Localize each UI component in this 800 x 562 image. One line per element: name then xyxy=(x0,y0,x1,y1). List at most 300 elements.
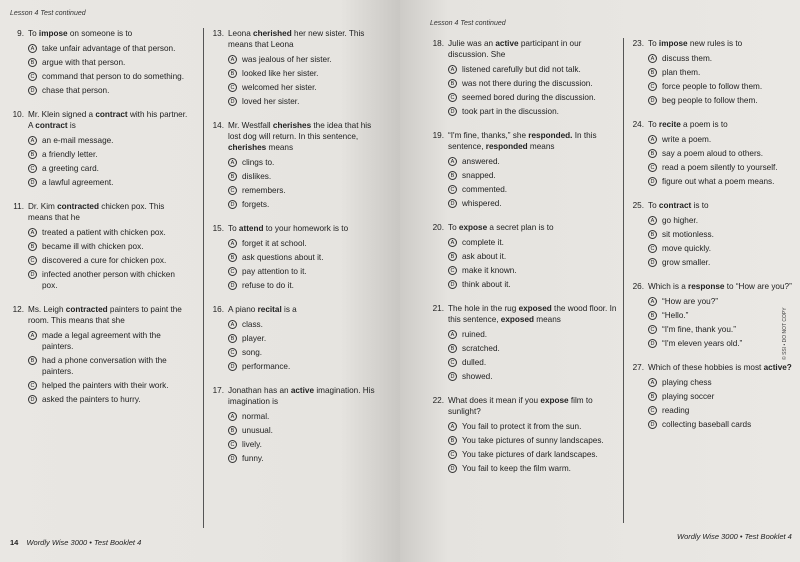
answer-text: think about it. xyxy=(462,280,511,289)
answer-bubble[interactable]: B xyxy=(648,392,657,401)
answer-text: make it known. xyxy=(462,266,517,275)
answer-bubble[interactable]: A xyxy=(228,158,237,167)
answer-bubble[interactable]: A xyxy=(648,54,657,63)
answer-text: an e-mail message. xyxy=(42,136,114,145)
answer-option[interactable] xyxy=(648,53,799,64)
answer-bubble[interactable]: B xyxy=(28,242,37,251)
answer-option[interactable] xyxy=(28,241,190,252)
answer-bubble[interactable]: D xyxy=(448,464,457,473)
footer-title: Wordly Wise 3000 • Test Booklet 4 xyxy=(26,538,142,547)
stem-segment: on someone is to xyxy=(67,29,133,38)
answer-text: normal. xyxy=(242,412,270,421)
answer-bubble[interactable]: D xyxy=(648,339,657,348)
answer-option[interactable] xyxy=(448,449,620,460)
answer-option[interactable] xyxy=(648,419,799,430)
answer-text: player. xyxy=(242,334,267,343)
answer-bubble[interactable]: B xyxy=(448,171,457,180)
question-stem xyxy=(630,38,799,49)
answer-option[interactable] xyxy=(448,106,620,117)
answer-option[interactable] xyxy=(648,377,799,388)
stem-segment: “I'm fine, thanks,” she xyxy=(448,131,529,140)
page-footer xyxy=(10,538,141,547)
vocab-word: exposed xyxy=(500,315,535,324)
answer-option[interactable] xyxy=(648,81,799,92)
question-number: 13. xyxy=(212,29,224,38)
question-stem xyxy=(430,222,620,233)
question-text xyxy=(228,120,384,153)
answer-bubble[interactable]: D xyxy=(28,395,37,404)
left-column-a xyxy=(10,28,190,418)
answer-bubble[interactable]: C xyxy=(448,93,457,102)
answer-bubble[interactable]: A xyxy=(448,330,457,339)
vocab-word: cherishes xyxy=(228,143,267,152)
answer-text: lively. xyxy=(242,440,262,449)
answer-option[interactable] xyxy=(228,54,384,65)
question-stem xyxy=(210,304,384,315)
answer-options xyxy=(28,43,190,96)
answer-text: infected another person with chicken pox. xyxy=(42,270,175,290)
answer-bubble[interactable]: D xyxy=(448,280,457,289)
answer-text: seemed bored during the discussion. xyxy=(462,93,596,102)
answer-option[interactable] xyxy=(228,347,384,358)
question xyxy=(10,28,190,96)
answer-bubble[interactable]: C xyxy=(28,256,37,265)
stem-segment: What does it mean if you xyxy=(448,396,541,405)
answer-options xyxy=(228,319,384,372)
answer-text: asked the painters to hurry. xyxy=(42,395,141,404)
answer-bubble[interactable]: A xyxy=(28,136,37,145)
answer-bubble[interactable]: C xyxy=(648,406,657,415)
stem-segment: to your homework is to xyxy=(263,224,349,233)
answer-bubble[interactable]: A xyxy=(648,378,657,387)
question-number: 24. xyxy=(632,120,644,129)
answer-text: loved her sister. xyxy=(242,97,300,106)
answer-bubble[interactable]: B xyxy=(448,252,457,261)
question-text xyxy=(648,38,799,49)
answer-option[interactable] xyxy=(228,361,384,372)
answer-text: You fail to protect it from the sun. xyxy=(462,422,582,431)
answer-option[interactable] xyxy=(448,78,620,89)
answer-bubble[interactable]: A xyxy=(448,65,457,74)
vocab-word: impose xyxy=(658,39,688,48)
answer-text: You take pictures of dark landscapes. xyxy=(462,450,598,459)
question xyxy=(204,28,384,107)
answer-option[interactable] xyxy=(648,176,799,187)
question-text xyxy=(648,200,799,211)
answer-options xyxy=(228,157,384,210)
answer-option[interactable] xyxy=(448,279,620,290)
answer-bubble[interactable]: C xyxy=(448,358,457,367)
stem-segment: film to sunlight? xyxy=(448,396,593,416)
stem-segment: chicken pox. This means that he xyxy=(28,202,165,222)
answer-option[interactable] xyxy=(28,43,190,54)
answer-bubble[interactable]: B xyxy=(648,230,657,239)
answer-option[interactable] xyxy=(228,439,384,450)
answer-option[interactable] xyxy=(648,324,799,335)
question-text xyxy=(28,304,190,326)
stem-segment: means xyxy=(534,315,561,324)
answer-text: “How are you?” xyxy=(662,297,718,306)
question-text xyxy=(448,38,620,60)
question xyxy=(204,304,384,372)
answer-text: treated a patient with chicken pox. xyxy=(42,228,166,237)
stem-segment: To xyxy=(648,201,659,210)
answer-bubble[interactable]: B xyxy=(448,436,457,445)
answer-bubble[interactable]: D xyxy=(28,86,37,95)
answer-option[interactable] xyxy=(648,95,799,106)
answer-text: discovered a cure for chicken pox. xyxy=(42,256,167,265)
stem-segment: a poem is to xyxy=(680,120,728,129)
answer-bubble[interactable]: B xyxy=(648,149,657,158)
question-stem xyxy=(430,303,620,325)
question xyxy=(624,362,799,430)
answer-options xyxy=(228,238,384,291)
answer-bubble[interactable]: A xyxy=(448,157,457,166)
answer-bubble[interactable]: D xyxy=(28,178,37,187)
question xyxy=(10,201,190,291)
answer-options xyxy=(648,53,799,106)
answer-option[interactable] xyxy=(648,134,799,145)
answer-option[interactable] xyxy=(228,171,384,182)
answer-bubble[interactable]: B xyxy=(28,356,37,365)
answer-bubble[interactable]: B xyxy=(28,150,37,159)
question-stem xyxy=(630,119,799,130)
answer-option[interactable] xyxy=(448,237,620,248)
answer-text: reading xyxy=(662,406,690,415)
answer-text: clings to. xyxy=(242,158,275,167)
answer-option[interactable] xyxy=(228,280,384,291)
question xyxy=(204,385,384,464)
answer-bubble[interactable]: A xyxy=(28,44,37,53)
answer-bubble[interactable]: B xyxy=(228,69,237,78)
answer-option[interactable] xyxy=(28,255,190,266)
answer-text: class. xyxy=(242,320,263,329)
stem-segment: A piano xyxy=(228,305,258,314)
answer-bubble[interactable]: C xyxy=(28,381,37,390)
answer-option[interactable] xyxy=(28,227,190,238)
answer-option[interactable] xyxy=(28,85,190,96)
answer-option[interactable] xyxy=(28,71,190,82)
answer-bubble[interactable]: B xyxy=(448,344,457,353)
answer-option[interactable] xyxy=(448,170,620,181)
answer-bubble[interactable]: A xyxy=(228,412,237,421)
stem-segment: her new sister. This means that Leona xyxy=(228,29,365,49)
vocab-word: response xyxy=(688,282,725,291)
answer-option[interactable] xyxy=(228,157,384,168)
answer-option[interactable] xyxy=(228,82,384,93)
question-stem xyxy=(630,362,799,373)
answer-bubble[interactable]: A xyxy=(28,331,37,340)
answer-bubble[interactable]: C xyxy=(228,83,237,92)
stem-segment: To xyxy=(228,224,239,233)
answer-bubble[interactable]: D xyxy=(448,107,457,116)
answer-option[interactable] xyxy=(448,435,620,446)
answer-options xyxy=(448,421,620,474)
answer-option[interactable] xyxy=(228,425,384,436)
stem-segment: to “How are you?” xyxy=(724,282,792,291)
question-text xyxy=(228,223,384,234)
question-number: 21. xyxy=(432,304,444,313)
answer-option[interactable] xyxy=(448,184,620,195)
answer-bubble[interactable]: A xyxy=(648,135,657,144)
answer-option[interactable] xyxy=(28,394,190,405)
stem-segment: a secret plan is to xyxy=(487,223,554,232)
answer-text: took part in the discussion. xyxy=(462,107,559,116)
answer-text: made a legal agreement with the painters. xyxy=(42,331,161,351)
vocab-word: responded xyxy=(485,142,528,151)
answer-text: plan them. xyxy=(662,68,701,77)
answer-option[interactable] xyxy=(28,269,190,291)
question-text xyxy=(28,109,190,131)
answer-text: snapped. xyxy=(462,171,496,180)
answer-option[interactable] xyxy=(648,243,799,254)
question-stem xyxy=(10,201,190,223)
answer-option[interactable] xyxy=(648,162,799,173)
answer-text: argue with that person. xyxy=(42,58,126,67)
answer-bubble[interactable]: A xyxy=(228,320,237,329)
answer-bubble[interactable]: D xyxy=(648,420,657,429)
question-text xyxy=(228,28,384,50)
vocab-word: responded. xyxy=(528,131,573,140)
answer-text: collecting baseball cards xyxy=(662,420,752,429)
answer-option[interactable] xyxy=(28,163,190,174)
answer-bubble[interactable]: D xyxy=(448,372,457,381)
question-text xyxy=(28,201,190,223)
question-text xyxy=(228,304,384,315)
answer-text: scratched. xyxy=(462,344,500,353)
answer-text: ask questions about it. xyxy=(242,253,324,262)
answer-options xyxy=(648,215,799,268)
answer-bubble[interactable]: B xyxy=(448,79,457,88)
answer-bubble[interactable]: B xyxy=(28,58,37,67)
answer-bubble[interactable]: B xyxy=(228,172,237,181)
answer-option[interactable] xyxy=(28,149,190,160)
answer-text: song. xyxy=(242,348,263,357)
answer-option[interactable] xyxy=(448,329,620,340)
answer-bubble[interactable]: C xyxy=(448,266,457,275)
answer-option[interactable] xyxy=(28,330,190,352)
answer-bubble[interactable]: D xyxy=(648,177,657,186)
vocab-word: attend xyxy=(238,224,264,233)
answer-bubble[interactable]: C xyxy=(228,348,237,357)
answer-text: became ill with chicken pox. xyxy=(42,242,144,251)
vocab-word: active xyxy=(290,386,315,395)
answer-text: go higher. xyxy=(662,216,698,225)
answer-option[interactable] xyxy=(448,251,620,262)
answer-option[interactable] xyxy=(648,148,799,159)
answer-option[interactable] xyxy=(448,92,620,103)
answer-option[interactable] xyxy=(448,421,620,432)
answer-bubble[interactable]: D xyxy=(228,97,237,106)
answer-option[interactable] xyxy=(648,405,799,416)
question-number: 22. xyxy=(432,396,444,405)
question-number: 20. xyxy=(432,223,444,232)
answer-text: whispered. xyxy=(462,199,502,208)
question xyxy=(430,38,620,117)
answer-bubble[interactable]: C xyxy=(448,450,457,459)
answer-option[interactable] xyxy=(228,199,384,210)
answer-option[interactable] xyxy=(28,355,190,377)
question-stem xyxy=(630,200,799,211)
answer-text: looked like her sister. xyxy=(242,69,319,78)
answer-options xyxy=(648,377,799,430)
answer-option[interactable] xyxy=(28,177,190,188)
answer-option[interactable] xyxy=(448,265,620,276)
answer-bubble[interactable]: C xyxy=(228,440,237,449)
answer-option[interactable] xyxy=(448,357,620,368)
answer-options xyxy=(448,64,620,117)
vocab-word: impose xyxy=(38,29,68,38)
question-text xyxy=(448,222,620,233)
answer-option[interactable] xyxy=(228,68,384,79)
answer-option[interactable] xyxy=(648,257,799,268)
question-number: 15. xyxy=(212,224,224,233)
answer-text: command that person to do something. xyxy=(42,72,184,81)
answer-bubble[interactable]: C xyxy=(448,185,457,194)
answer-bubble[interactable]: C xyxy=(648,244,657,253)
answer-option[interactable] xyxy=(228,319,384,330)
answer-text: had a phone conversation with the painters. xyxy=(42,356,167,376)
answer-option[interactable] xyxy=(448,156,620,167)
question-number: 9. xyxy=(17,29,24,38)
answer-option[interactable] xyxy=(228,96,384,107)
stem-segment: To xyxy=(648,39,659,48)
stem-segment: participant in our discussion. She xyxy=(448,39,582,59)
answer-bubble[interactable]: D xyxy=(228,281,237,290)
stem-segment: Dr. Kim xyxy=(28,202,58,211)
question-number: 25. xyxy=(632,201,644,210)
page-header: Lesson 4 Test continued xyxy=(10,10,86,17)
stem-segment: means xyxy=(266,143,294,152)
answer-bubble[interactable]: C xyxy=(228,267,237,276)
stem-segment: new rules is to xyxy=(687,39,743,48)
answer-bubble[interactable]: C xyxy=(648,325,657,334)
right-column-a xyxy=(430,38,620,487)
answer-bubble[interactable]: C xyxy=(648,163,657,172)
answer-option[interactable] xyxy=(648,310,799,321)
stem-segment: is a xyxy=(281,305,297,314)
answer-text: playing chess xyxy=(662,378,712,387)
answer-option[interactable] xyxy=(448,463,620,474)
answer-bubble[interactable]: D xyxy=(228,200,237,209)
answer-option[interactable] xyxy=(648,338,799,349)
answer-option[interactable] xyxy=(228,453,384,464)
answer-bubble[interactable]: A xyxy=(228,55,237,64)
answer-option[interactable] xyxy=(28,380,190,391)
answer-text: sit motionless. xyxy=(662,230,714,239)
answer-option[interactable] xyxy=(448,343,620,354)
answer-text: dulled. xyxy=(462,358,487,367)
stem-segment: the idea that his lost dog will return. In this sentence, xyxy=(228,121,372,141)
answer-option[interactable] xyxy=(448,198,620,209)
answer-bubble[interactable]: C xyxy=(28,72,37,81)
answer-text: forgets. xyxy=(242,200,270,209)
answer-option[interactable] xyxy=(228,238,384,249)
answer-text: write a poem. xyxy=(662,135,712,144)
question xyxy=(430,130,620,209)
answer-bubble[interactable]: B xyxy=(648,311,657,320)
answer-text: grow smaller. xyxy=(662,258,711,267)
answer-bubble[interactable]: A xyxy=(448,238,457,247)
question-text xyxy=(648,119,799,130)
vocab-word: cherished xyxy=(253,29,292,38)
vocab-word: contracted xyxy=(65,305,108,314)
stem-segment: means xyxy=(527,142,555,151)
vocab-word: expose xyxy=(540,396,569,405)
answer-option[interactable] xyxy=(28,57,190,68)
answer-bubble[interactable]: A xyxy=(228,239,237,248)
answer-option[interactable] xyxy=(648,229,799,240)
answer-option[interactable] xyxy=(448,64,620,75)
question-stem xyxy=(10,109,190,131)
question xyxy=(430,395,620,474)
answer-option[interactable] xyxy=(648,215,799,226)
answer-option[interactable] xyxy=(648,67,799,78)
answer-text: move quickly. xyxy=(662,244,711,253)
answer-bubble[interactable]: D xyxy=(228,362,237,371)
answer-option[interactable] xyxy=(228,252,384,263)
answer-bubble[interactable]: D xyxy=(228,454,237,463)
stem-segment: In this sentence, xyxy=(448,131,597,151)
question-text xyxy=(448,303,620,325)
answer-option[interactable] xyxy=(228,266,384,277)
question-text xyxy=(228,385,384,407)
answer-option[interactable] xyxy=(28,135,190,146)
question-stem xyxy=(210,385,384,407)
answer-text: “I'm fine, thank you.” xyxy=(662,325,736,334)
answer-bubble[interactable]: B xyxy=(228,426,237,435)
answer-options xyxy=(28,135,190,188)
answer-bubble[interactable]: D xyxy=(648,96,657,105)
answer-option[interactable] xyxy=(228,411,384,422)
answer-bubble[interactable]: C xyxy=(648,82,657,91)
question-text xyxy=(28,28,190,39)
answer-option[interactable] xyxy=(228,333,384,344)
answer-text: commented. xyxy=(462,185,508,194)
answer-options xyxy=(448,237,620,290)
answer-text: force people to follow them. xyxy=(662,82,763,91)
question-stem xyxy=(630,281,799,292)
vocab-word: active xyxy=(495,39,519,48)
answer-bubble[interactable]: B xyxy=(228,253,237,262)
question xyxy=(204,223,384,291)
stem-segment: the wood floor. In this sentence, xyxy=(448,304,617,324)
answer-bubble[interactable]: B xyxy=(228,334,237,343)
answer-text: You fail to keep the film warm. xyxy=(462,464,571,473)
answer-option[interactable] xyxy=(448,371,620,382)
answer-bubble[interactable]: C xyxy=(228,186,237,195)
answer-option[interactable] xyxy=(228,185,384,196)
copyright-notice: © SSI • DO NOT COPY xyxy=(782,307,788,360)
answer-bubble[interactable]: D xyxy=(648,258,657,267)
answer-bubble[interactable]: C xyxy=(28,164,37,173)
stem-segment: with his partner. A xyxy=(28,110,188,130)
answer-bubble[interactable]: A xyxy=(28,228,37,237)
answer-bubble[interactable]: A xyxy=(448,422,457,431)
question-number: 11. xyxy=(13,202,24,211)
answer-text: forget it at school. xyxy=(242,239,307,248)
answer-bubble[interactable]: A xyxy=(648,216,657,225)
answer-option[interactable] xyxy=(648,296,799,307)
question xyxy=(624,200,799,268)
answer-bubble[interactable]: B xyxy=(648,68,657,77)
vocab-word: expose xyxy=(458,223,488,232)
answer-bubble[interactable]: D xyxy=(28,270,37,279)
vocab-word: recital xyxy=(257,305,282,314)
answer-bubble[interactable]: A xyxy=(648,297,657,306)
answer-bubble[interactable]: D xyxy=(448,199,457,208)
answer-option[interactable] xyxy=(648,391,799,402)
